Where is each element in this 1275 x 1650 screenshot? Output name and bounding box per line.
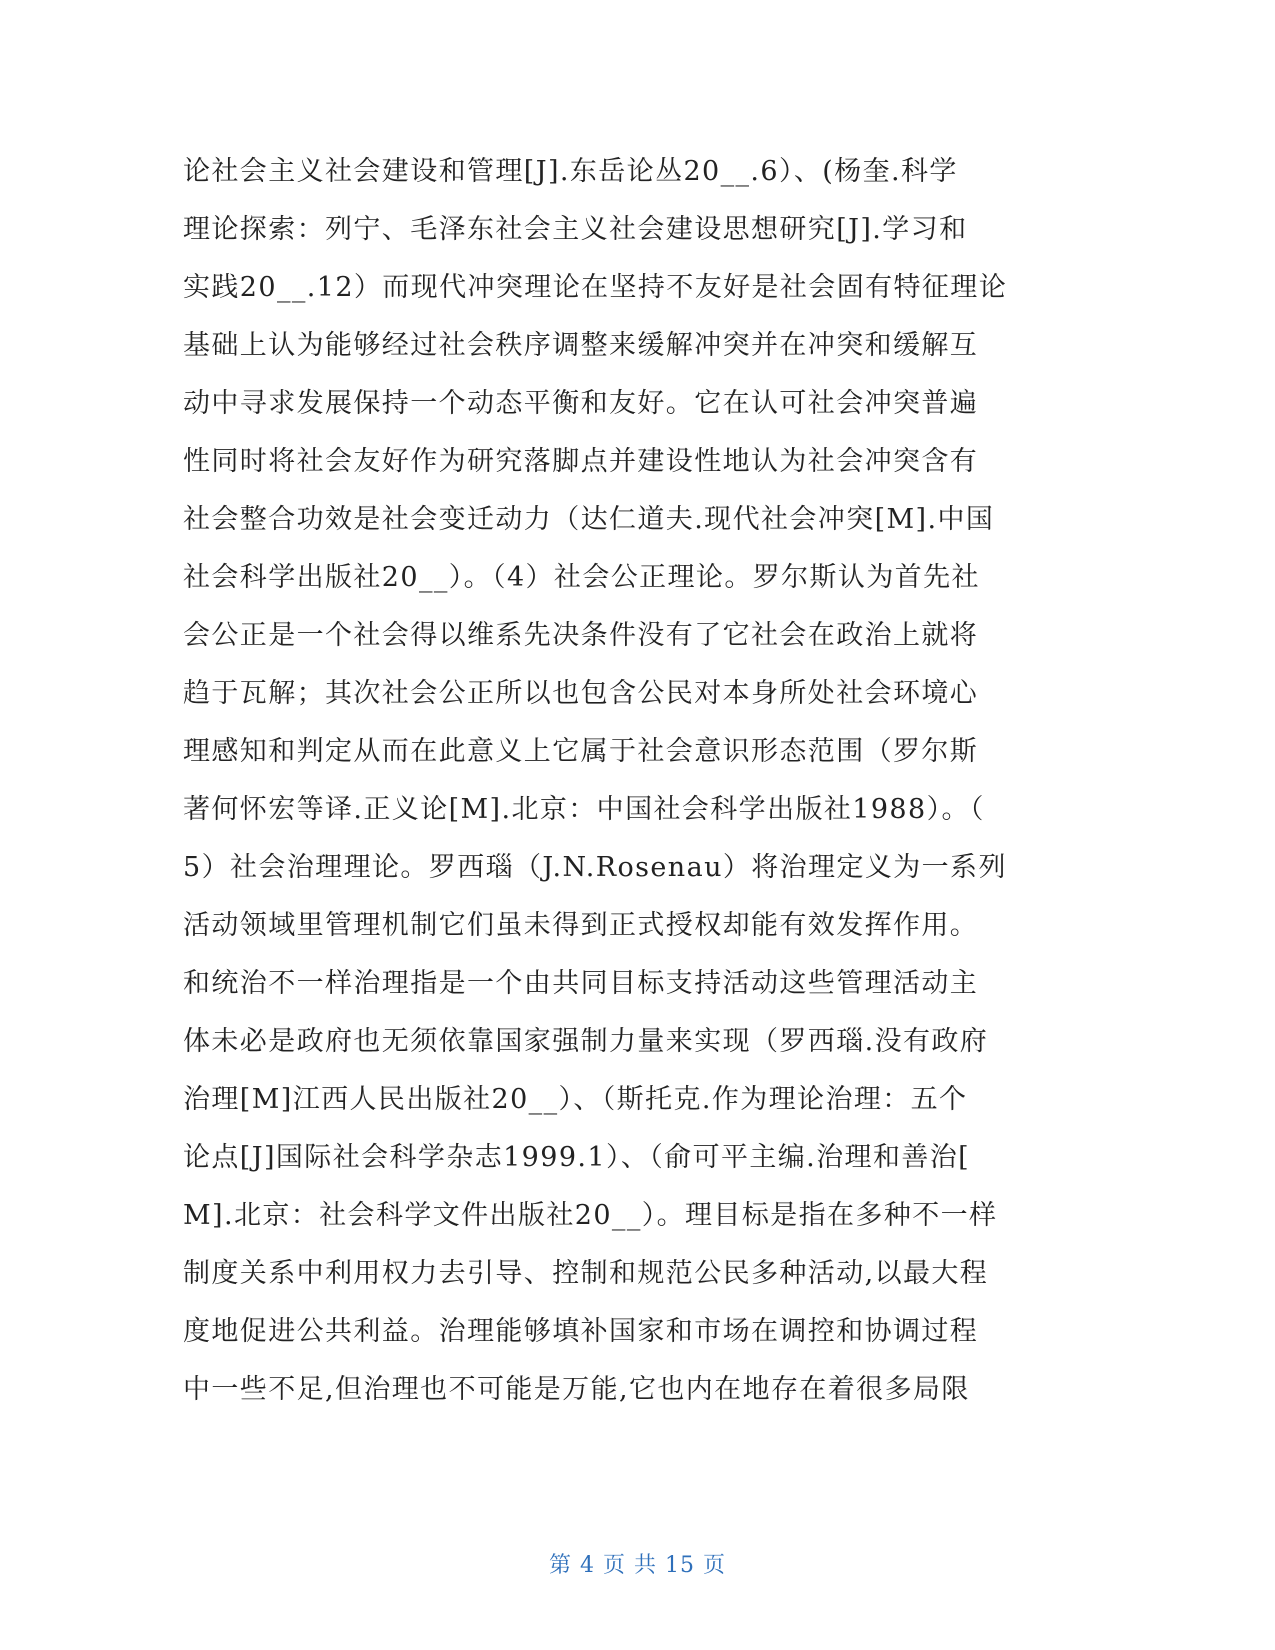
- text-line: 制度关系中利用权力去引导、控制和规范公民多种活动,以最大程: [183, 1258, 989, 1289]
- text-line: 5）社会治理理论。罗西瑙（J.N.Rosenau）将治理定义为一系列: [183, 852, 1007, 883]
- text-line: 社会整合功效是社会变迁动力（达仁道夫.现代社会冲突[M].中国: [183, 504, 995, 535]
- footer-total-pages: 15: [665, 1553, 695, 1578]
- text-line: M].北京：社会科学文件出版社20__）。理目标是指在多种不一样: [183, 1200, 998, 1231]
- footer-middle: 页 共: [603, 1553, 657, 1578]
- text-line: 论点[J]国际社会科学杂志1999.1）、（俞可平主编.治理和善治[: [183, 1142, 971, 1173]
- footer-current-page: 4: [580, 1553, 595, 1578]
- footer-prefix: 第: [548, 1553, 572, 1578]
- text-line: 趋于瓦解；其次社会公正所以也包含公民对本身所处社会环境心: [183, 678, 979, 709]
- text-line: 理感知和判定从而在此意义上它属于社会意识形态范围（罗尔斯: [183, 736, 979, 767]
- body-text: [183, 143, 1028, 1419]
- text-line: 活动领域里管理机制它们虽未得到正式授权却能有效发挥作用。: [183, 910, 979, 941]
- text-line: 性同时将社会友好作为研究落脚点并建设性地认为社会冲突含有: [183, 446, 979, 477]
- text-line: 治理[M]江西人民出版社20__）、（斯托克.作为理论治理：五个: [183, 1084, 968, 1115]
- text-line: 著何怀宏等译.正义论[M].北京：中国社会科学出版社1988）。（: [183, 794, 985, 825]
- text-line: 实践20__.12）而现代冲突理论在坚持不友好是社会固有特征理论: [183, 272, 1008, 303]
- text-line: 体未必是政府也无须依靠国家强制力量来实现（罗西瑙.没有政府: [183, 1026, 989, 1057]
- page-footer: [0, 1548, 1275, 1579]
- text-line: 中一些不足,但治理也不可能是万能,它也内在地存在着很多局限: [183, 1374, 970, 1405]
- text-line: 动中寻求发展保持一个动态平衡和友好。它在认可社会冲突普遍: [183, 388, 979, 419]
- text-line: 社会科学出版社20__）。（4）社会公正理论。罗尔斯认为首先社: [183, 562, 980, 593]
- text-line: 理论探索：列宁、毛泽东社会主义社会建设思想研究[J].学习和: [183, 214, 968, 245]
- text-line: 基础上认为能够经过社会秩序调整来缓解冲突并在冲突和缓解互: [183, 330, 979, 361]
- text-line: 度地促进公共利益。治理能够填补国家和市场在调控和协调过程: [183, 1316, 979, 1347]
- text-line: 和统治不一样治理指是一个由共同目标支持活动这些管理活动主: [183, 968, 979, 999]
- text-line: 会公正是一个社会得以维系先决条件没有了它社会在政治上就将: [183, 620, 979, 651]
- text-line: 论社会主义社会建设和管理[J].东岳论丛20__.6）、(杨奎.科学: [183, 156, 958, 187]
- footer-suffix: 页: [703, 1553, 727, 1578]
